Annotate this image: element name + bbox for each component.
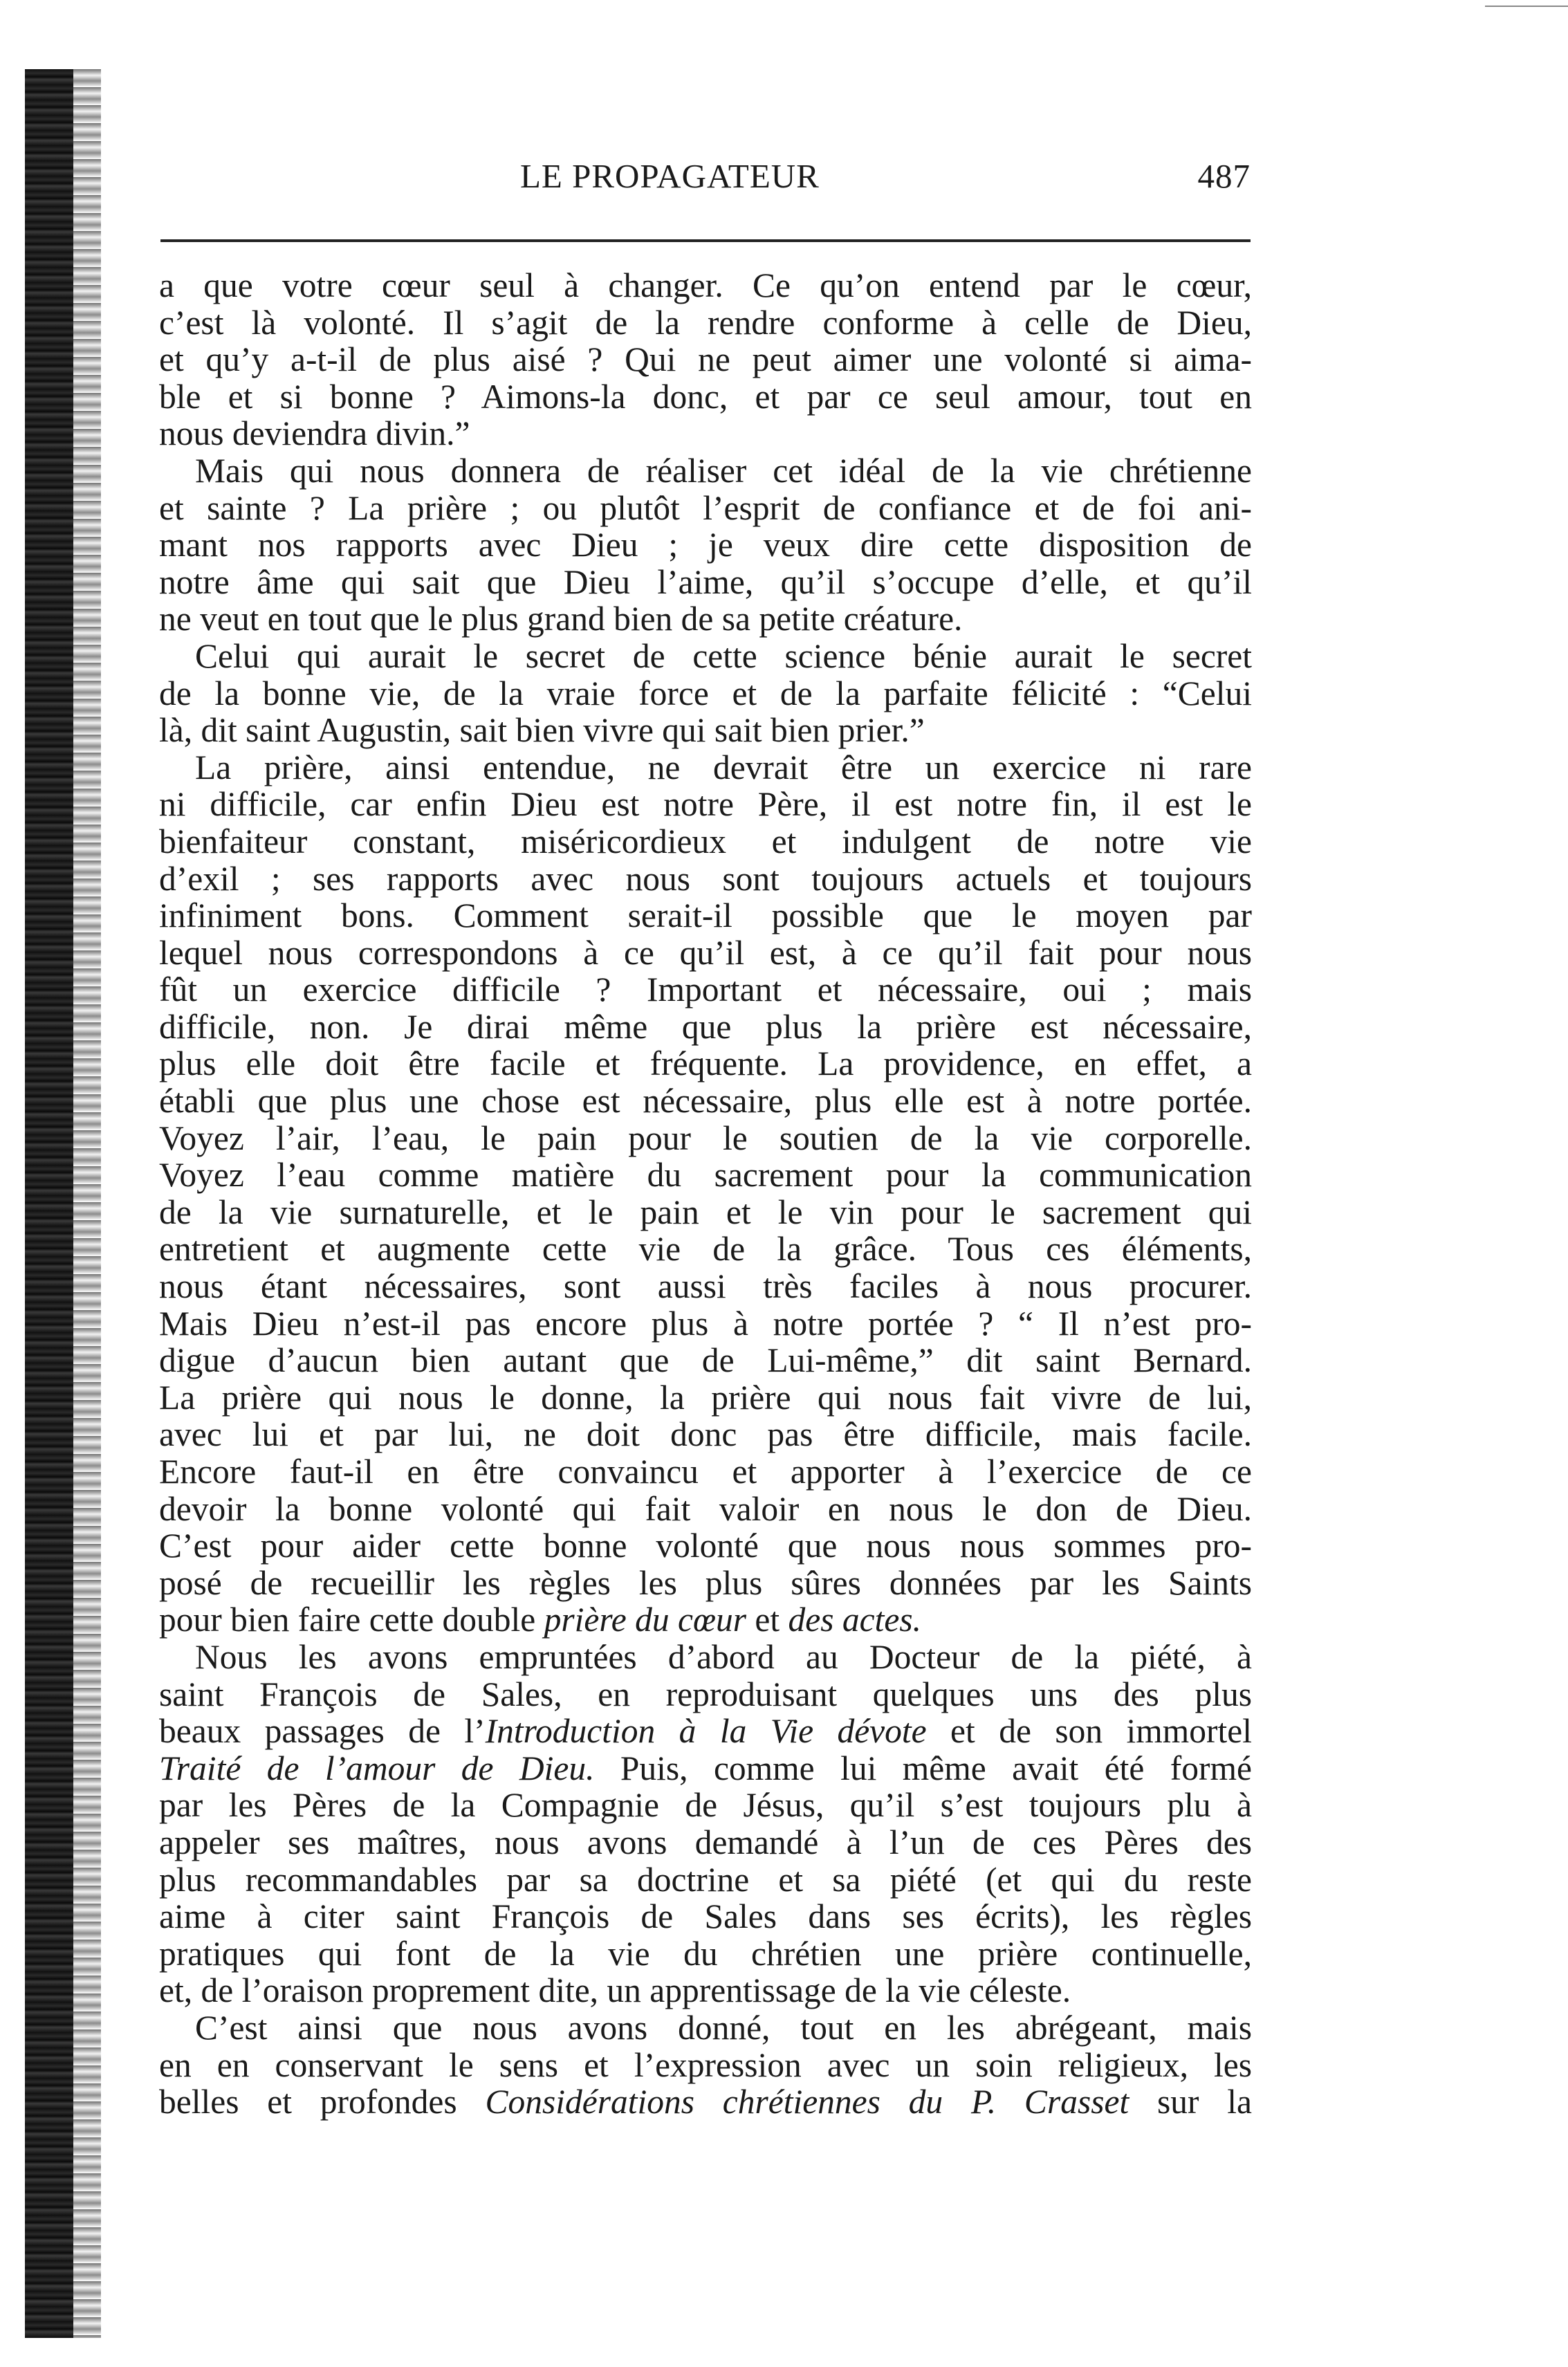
text-segment: sur la (1129, 2083, 1252, 2121)
text-line: notre âme qui sait que Dieu l’aime, qu’il s’occupe d’elle, et qu’il (159, 562, 1252, 601)
text-line: d’exil ; ses rapports avec nous sont toujours actuels et toujours (159, 859, 1252, 898)
text-line: nous étant nécessaires, sont aussi très faciles à nous procurer. (159, 1267, 1252, 1306)
text-line: Nous les avons empruntées d’abord au Docteur de la piété, à (195, 1637, 1252, 1676)
text-line (159, 2083, 1252, 2121)
text-line: digue d’aucun bien autant que de Lui-même,” dit saint Bernard. (159, 1341, 1252, 1380)
text-line: et qu’y a-t-il de plus aisé ? Qui ne peut aimer une volonté si aima- (159, 340, 1252, 379)
text-line: posé de recueillir les règles les plus sûres données par les Saints (159, 1563, 1252, 1602)
text-line: entretient et augmente cette vie de la grâce. Tous ces éléments, (159, 1230, 1252, 1269)
body-text (159, 267, 1252, 2121)
text-line: par les Pères de la Compagnie de Jésus, qu’il s’est toujours plu à (159, 1786, 1252, 1825)
text-line: de la vie surnaturelle, et le pain et le vin pour le sacrement qui (159, 1192, 1252, 1231)
text-line: Voyez l’air, l’eau, le pain pour le soutien de la vie corporelle. (159, 1118, 1252, 1157)
italic-text: Considérations chrétiennes du P. Crasset (485, 2083, 1129, 2121)
text-line: en en conservant le sens et l’expression avec un soin religieux, les (159, 2045, 1252, 2084)
text-line: c’est là volonté. Il s’agit de la rendre conforme à celle de Dieu, (159, 303, 1252, 342)
text-line: Celui qui aurait le secret de cette science bénie aurait le secret (195, 636, 1252, 675)
text-line: là, dit saint Augustin, sait bien vivre qui sait bien prier.” (159, 711, 925, 750)
text-line: ni difficile, car enfin Dieu est notre Père, il est notre fin, il est le (159, 785, 1252, 824)
text-line: nous deviendra divin.” (159, 414, 470, 453)
text-line: fût un exercice difficile ? Important et nécessaire, oui ; mais (159, 970, 1252, 1009)
text-segment: belles et profondes (159, 2083, 486, 2121)
text-line: saint François de Sales, en reproduisant quelques uns des plus (159, 1675, 1252, 1713)
text-segment: Puis, comme lui même avait été formé (594, 1749, 1252, 1787)
page-header (160, 156, 1251, 205)
text-line: difficile, non. Je dirai même que plus la prière est nécessaire, (159, 1007, 1252, 1046)
text-line: appeler ses maîtres, nous avons demandé à l’un de ces Pères des (159, 1823, 1252, 1861)
text-line: Voyez l’eau comme matière du sacrement pour la communication (159, 1156, 1252, 1195)
text-segment: et de son immortel (926, 1712, 1252, 1751)
text-line: et, de l’oraison proprement dite, un apprentissage de la vie céleste. (159, 1971, 1071, 2010)
text-line: avec lui et par lui, ne doit donc pas être difficile, mais facile. (159, 1415, 1252, 1454)
italic-text: Traité de l’amour de Dieu. (159, 1749, 595, 1787)
page-number: 487 (1197, 157, 1251, 195)
text-line: La prière, ainsi entendue, ne devrait être un exercice ni rare (195, 748, 1252, 786)
italic-text: prière du cœur (544, 1601, 747, 1639)
text-line: de la bonne vie, de la vraie force et de la parfaite félicité : “Celui (159, 674, 1252, 712)
text-line: La prière qui nous le donne, la prière qui nous fait vivre de lui, (159, 1378, 1252, 1417)
text-line: lequel nous correspondons à ce qu’il est, à ce qu’il fait pour nous (159, 933, 1252, 972)
text-line: plus recommandables par sa doctrine et sa piété (et qui du reste (159, 1860, 1252, 1899)
running-title: LE PROPAGATEUR (520, 157, 820, 195)
page-gutter-shadow (73, 69, 101, 2338)
header-rule (160, 239, 1251, 242)
text-line: Encore faut-il en être convaincu et apporter à l’exercice de ce (159, 1453, 1252, 1491)
text-line: Mais Dieu n’est-il pas encore plus à notre portée ? “ Il n’est pro- (159, 1304, 1252, 1343)
text-line: devoir la bonne volonté qui fait valoir en nous le don de Dieu. (159, 1489, 1252, 1528)
text-line: établi que plus une chose est nécessaire, plus elle est à notre portée. (159, 1082, 1252, 1121)
text-line: C’est ainsi que nous avons donné, tout en les abrégeant, mais (195, 2008, 1252, 2047)
text-segment: beaux passages de l’ (159, 1712, 486, 1751)
text-line: C’est pour aider cette bonne volonté que nous nous sommes pro- (159, 1527, 1252, 1565)
text-line: et sainte ? La prière ; ou plutôt l’esprit de confiance et de foi ani- (159, 488, 1252, 527)
text-line: a que votre cœur seul à changer. Ce qu’on entend par le cœur, (159, 266, 1252, 304)
text-segment: pour bien faire cette double (159, 1601, 544, 1639)
text-line: aime à citer saint François de Sales dans ses écrits), les règles (159, 1897, 1252, 1936)
text-line: Mais qui nous donnera de réaliser cet idéal de la vie chrétienne (195, 451, 1252, 490)
text-line: plus elle doit être facile et fréquente. La providence, en effet, a (159, 1044, 1252, 1083)
text-segment: et (746, 1601, 788, 1639)
text-line: pratiques qui font de la vie du chrétien une prière continuelle, (159, 1934, 1252, 1973)
text-line (159, 1601, 1252, 1639)
text-line (159, 1713, 1252, 1750)
text-line: infiniment bons. Comment serait-il possible que le moyen par (159, 896, 1252, 935)
text-line (159, 1750, 1252, 1787)
text-line: bienfaiteur constant, miséricordieux et indulgent de notre vie (159, 822, 1252, 860)
scan-edge-mark (1485, 6, 1568, 7)
book-binding-shadow (25, 69, 73, 2338)
text-line: mant nos rapports avec Dieu ; je veux dire cette disposition de (159, 526, 1252, 564)
text-line: ble et si bonne ? Aimons-la donc, et par ce seul amour, tout en (159, 377, 1252, 416)
italic-text: des actes. (788, 1601, 921, 1639)
text-line: ne veut en tout que le plus grand bien de sa petite créature. (159, 600, 963, 638)
italic-text: Introduction à la Vie dévote (485, 1712, 927, 1751)
